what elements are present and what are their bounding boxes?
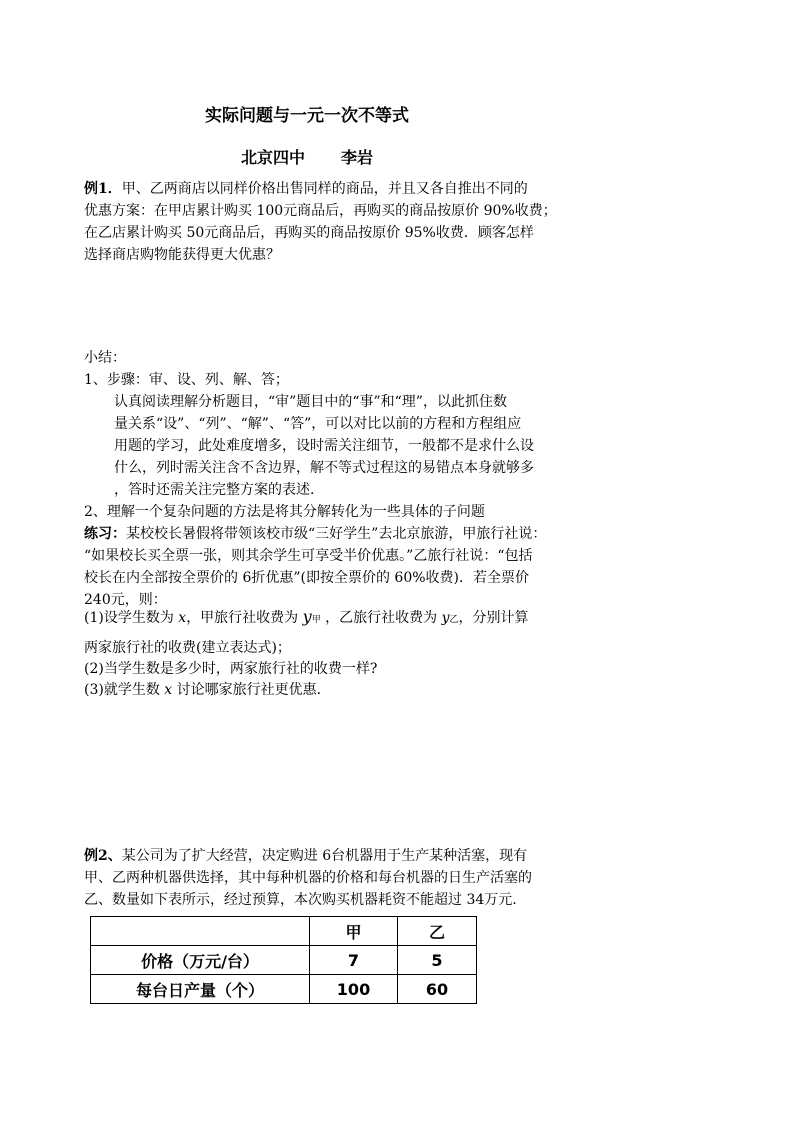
machine-table xyxy=(90,916,477,1004)
table-cell: 7 xyxy=(310,946,398,975)
author-line xyxy=(0,149,614,167)
exercise-line-1: 练习：某校校长暑假将带领该校市级“三好学生”去北京旅游，甲旅行社说： xyxy=(84,526,547,542)
summary-step2: 2、理解一个复杂问题的方法是将其分解转化为一些具体的子问题 xyxy=(84,504,485,520)
subscript-yi: 乙 xyxy=(449,615,459,625)
summary-detail-5: ，答时还需关注完整方案的表述. xyxy=(114,482,315,498)
exercise-question-1-cont: 两家旅行社的收费(建立表达式)； xyxy=(84,640,291,656)
table-cell: 5 xyxy=(398,946,477,975)
table-cell: 每台日产量（个） xyxy=(91,975,310,1004)
summary-heading: 小结： xyxy=(84,350,126,366)
table-cell: 60 xyxy=(398,975,477,1004)
variable-y-yi: y xyxy=(441,610,450,626)
table-row xyxy=(91,975,477,1004)
exercise-line-2: “如果校长买全票一张，则其余学生可享受半价优惠。”乙旅行社说：“包括 xyxy=(84,548,533,564)
exercise-question-1: (1)设学生数为 x，甲旅行社收费为 y甲 ，乙旅行社收费为 y乙，分别计算 xyxy=(84,607,529,626)
example1-label: 例1． xyxy=(84,181,122,197)
table-header-cell: 甲 xyxy=(310,917,398,946)
variable-x: x xyxy=(178,610,187,626)
summary-detail-4: 什么，列时需关注含不含边界，解不等式过程这的易错点本身就够多 xyxy=(114,460,534,476)
summary-detail-3: 用题的学习，此处难度增多，设时需关注细节，一般都不是求什么设 xyxy=(114,438,534,454)
example2-line-3: 乙、数量如下表所示，经过预算，本次购买机器耗资不能超过 34万元. xyxy=(84,892,517,908)
table-header-cell: 乙 xyxy=(398,917,477,946)
variable-x: x xyxy=(164,682,173,698)
page-title: 实际问题与一元一次不等式 xyxy=(205,106,409,126)
table-header-cell xyxy=(91,917,310,946)
author-school: 北京四中 xyxy=(240,148,305,167)
example2-label: 例2、 xyxy=(84,848,122,864)
example2-line-2: 甲、乙两种机器供选择，其中每种机器的价格和每台机器的日生产活塞的 xyxy=(84,870,532,886)
exercise-question-3: (3)就学生数 x 讨论哪家旅行社更优惠． xyxy=(84,682,331,698)
example1-line-3: 在乙店累计购买 50元商品后，再购买的商品按原价 95%收费．顾客怎样 xyxy=(84,225,534,241)
example2-line-1: 例2、某公司为了扩大经营，决定购进 6台机器用于生产某种活塞，现有 xyxy=(84,848,528,864)
summary-detail-2: 量关系“设”、“列”、“解”、“答”，可以对比以前的方程和方程组应 xyxy=(114,416,522,432)
example1-line-1: 例1．甲、乙两商店以同样价格出售同样的商品，并且又各自推出不同的 xyxy=(84,181,528,197)
example1-line-2: 优惠方案：在甲店累计购买 100元商品后，再购买的商品按原价 90%收费； xyxy=(84,203,557,219)
example1-line-4: 选择商店购物能获得更大优惠？ xyxy=(84,247,280,263)
summary-detail-1: 认真阅读理解分析题目，“审”题目中的“事”和“理”，以此抓住数 xyxy=(114,394,507,410)
subscript-jia: 甲 xyxy=(311,615,321,625)
table-header-row xyxy=(91,917,477,946)
exercise-question-2: (2)当学生数是多少时，两家旅行社的收费一样? xyxy=(84,661,378,677)
table-row xyxy=(91,946,477,975)
exercise-line-3: 校长在内全部按全票价的 6折优惠”(即按全票价的 60%收费)．若全票价 xyxy=(84,570,530,586)
author-name: 李岩 xyxy=(341,148,374,167)
summary-step1: 1、步骤：审、设、列、解、答； xyxy=(84,372,289,388)
exercise-label: 练习： xyxy=(84,526,126,542)
table-cell: 价格（万元/台） xyxy=(91,946,310,975)
table-cell: 100 xyxy=(310,975,398,1004)
exercise-line-4: 240元，则： xyxy=(84,592,167,608)
variable-y-jia: y xyxy=(302,607,312,626)
